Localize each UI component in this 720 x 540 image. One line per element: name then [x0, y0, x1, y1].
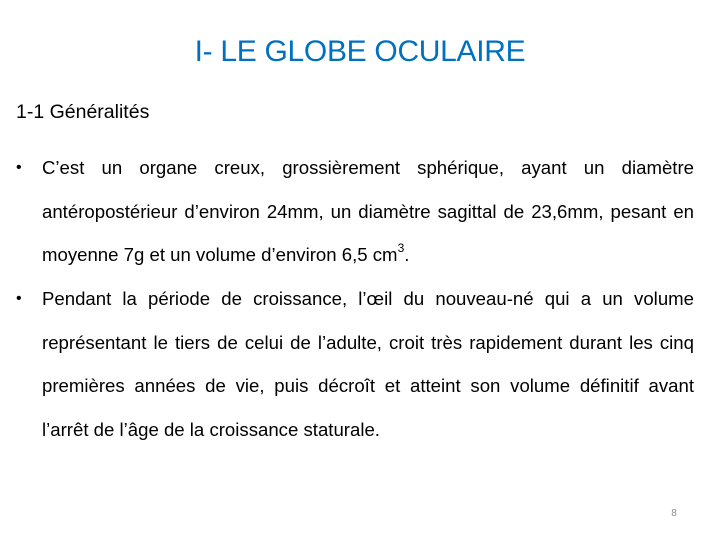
bullet-text-suffix: .: [404, 244, 410, 265]
page-number: 8: [671, 508, 677, 519]
volume-unit-superscript: 3: [397, 241, 405, 255]
bullet-text-dimensions: C’est un organe creux, grossièrement sphérique, ayant un diamètre antéropostérieur d’environ 24mm, un diamètre sagittal de 23,6mm, pesant en moyenne 7g et un volume d’environ 6,5 cm: [42, 157, 694, 265]
bullet-icon: •: [16, 290, 22, 307]
bullet-item-dimensions: [16, 146, 694, 277]
bullet-list-1: [16, 146, 694, 277]
bullet-text-growth: Pendant la période de croissance, l’œil du nouveau-né qui a un volume représentant le tiers de celui de l’adulte, croit très rapidement durant les cinq premières années de vie, puis décroît et atteint son volume définitif avant l’arrêt de l’âge de la croissance staturale.: [42, 288, 694, 440]
bullet-list-2: [16, 277, 694, 451]
bullet-icon: •: [16, 159, 22, 176]
slide-title: I- LE GLOBE OCULAIRE: [194, 35, 526, 68]
section-heading: 1-1 Généralités: [16, 101, 150, 123]
bullet-item-growth: [16, 277, 694, 451]
